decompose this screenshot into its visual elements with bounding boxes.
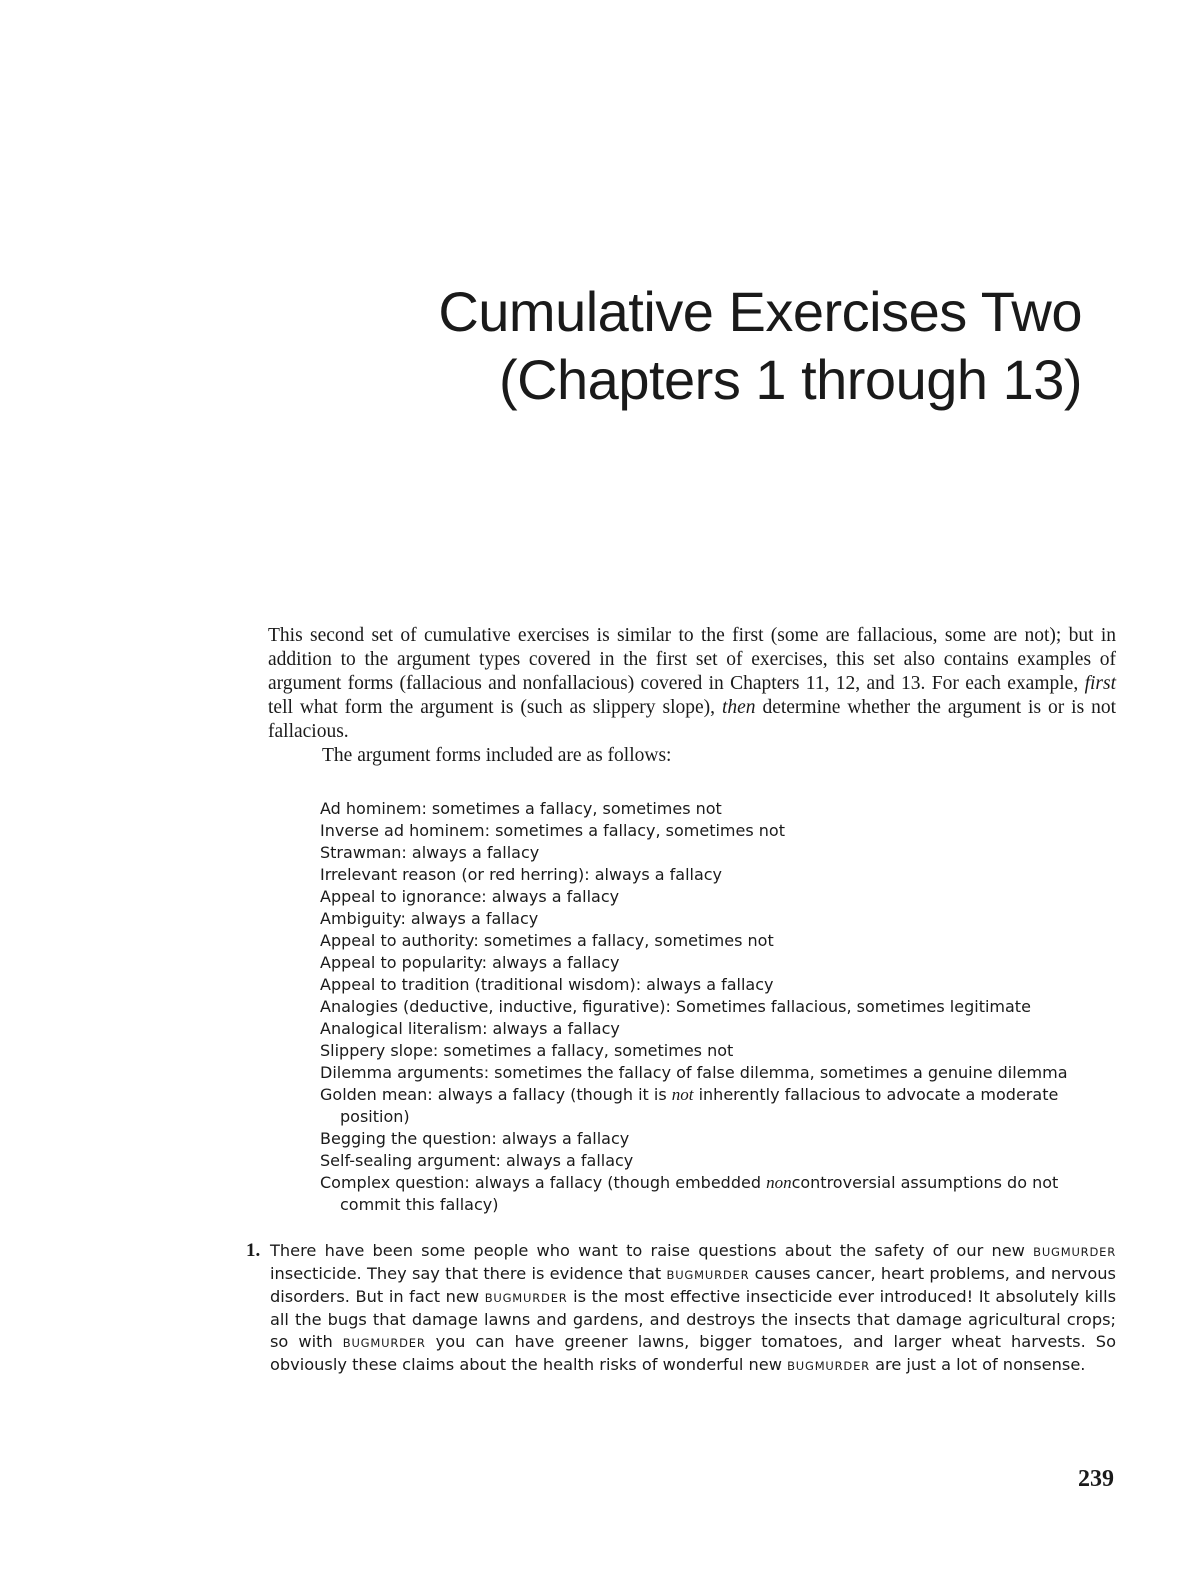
argument-forms-list xyxy=(320,798,1120,1216)
form-text-part: controversial assumptions do not commit this fallacy) xyxy=(340,1173,1059,1214)
brand-name: BUGMURDER xyxy=(342,1336,426,1350)
chapter-title xyxy=(282,278,1082,414)
argument-form-item: Self-sealing argument: always a fallacy xyxy=(320,1151,634,1170)
brand-name: BUGMURDER xyxy=(666,1268,750,1282)
title-line-1: Cumulative Exercises Two xyxy=(438,280,1082,343)
argument-form-item-golden-mean xyxy=(320,1084,1120,1128)
argument-form-item: Strawman: always a fallacy xyxy=(320,843,540,862)
form-emphasis: not xyxy=(671,1085,694,1104)
argument-form-item: Inverse ad hominem: sometimes a fallacy, sometimes not xyxy=(320,821,785,840)
argument-form-item: Appeal to popularity: always a fallacy xyxy=(320,953,620,972)
argument-form-item: Ad hominem: sometimes a fallacy, sometimes not xyxy=(320,799,722,818)
intro-lead-in: The argument forms included are as follows: xyxy=(322,745,672,766)
title-line-2: (Chapters 1 through 13) xyxy=(498,348,1082,411)
intro-text-part: tell what form the argument is (such as slippery slope), xyxy=(268,697,722,718)
brand-name: BUGMURDER xyxy=(1033,1245,1116,1259)
exercise-text xyxy=(270,1240,1116,1377)
brand-name: BUGMURDER xyxy=(484,1291,568,1305)
argument-form-item: Appeal to authority: sometimes a fallacy, sometimes not xyxy=(320,931,774,950)
argument-form-item: Slippery slope: sometimes a fallacy, sometimes not xyxy=(320,1041,734,1060)
argument-form-item-complex-question xyxy=(320,1172,1120,1216)
argument-form-item: Appeal to tradition (traditional wisdom): always a fallacy xyxy=(320,975,774,994)
form-text-part: Golden mean: always a fallacy (though it is xyxy=(320,1085,672,1104)
form-emphasis: non xyxy=(766,1173,792,1192)
intro-emphasis-first: first xyxy=(1084,673,1116,694)
intro-paragraph xyxy=(268,624,1116,744)
exercise-text-part: There have been some people who want to raise questions about the safety of our new xyxy=(270,1241,1034,1260)
intro-text-part: This second set of cumulative exercises is similar to the first (some are fallacious, some are not); but in addition to the argument types covered in the first set of exercises, this set also contains examples of argument forms (fallacious and nonfallacious) covered in Chapters 11, 12, and 13. For each example, xyxy=(268,625,1116,694)
exercise-text-part: you can have greener lawns, bigger tomatoes, and larger wheat harvests. So obviously these claims about the health risks of wonderful new xyxy=(270,1332,1116,1374)
argument-form-item: Appeal to ignorance: always a fallacy xyxy=(320,887,620,906)
exercise-1 xyxy=(246,1240,1116,1377)
brand-name: BUGMURDER xyxy=(787,1359,870,1373)
exercise-text-part: causes cancer, heart problems, and nervous disorders. But in fact new xyxy=(270,1264,1116,1306)
exercise-number: 1. xyxy=(246,1240,261,1261)
exercise-text-part: is the most effective insecticide ever introduced! It absolutely kills all the bugs that damage lawns and gardens, and destroys the insects that damage agricultural crops; so with xyxy=(270,1287,1116,1351)
intro-text-part: determine whether the argument is or is not fallacious. xyxy=(268,697,1116,742)
intro-text xyxy=(268,624,1116,768)
form-text-part: Complex question: always a fallacy (though embedded xyxy=(320,1173,767,1192)
intro-emphasis-then: then xyxy=(721,697,756,718)
argument-form-item: Analogical literalism: always a fallacy xyxy=(320,1019,620,1038)
argument-form-item: Dilemma arguments: sometimes the fallacy of false dilemma, sometimes a genuine dilemma xyxy=(320,1063,1068,1082)
exercise-text-part: are just a lot of nonsense. xyxy=(869,1355,1086,1374)
argument-form-item: Analogies (deductive, inductive, figurative): Sometimes fallacious, sometimes legitimate xyxy=(320,997,1031,1016)
argument-form-item: Begging the question: always a fallacy xyxy=(320,1129,630,1148)
form-text-part: inherently fallacious to advocate a moderate position) xyxy=(340,1085,1059,1126)
page-number: 239 xyxy=(1078,1466,1114,1492)
argument-form-item: Irrelevant reason (or red herring): always a fallacy xyxy=(320,865,723,884)
argument-form-item: Ambiguity: always a fallacy xyxy=(320,909,539,928)
exercise-text-part: insecticide. They say that there is evidence that xyxy=(270,1264,667,1283)
